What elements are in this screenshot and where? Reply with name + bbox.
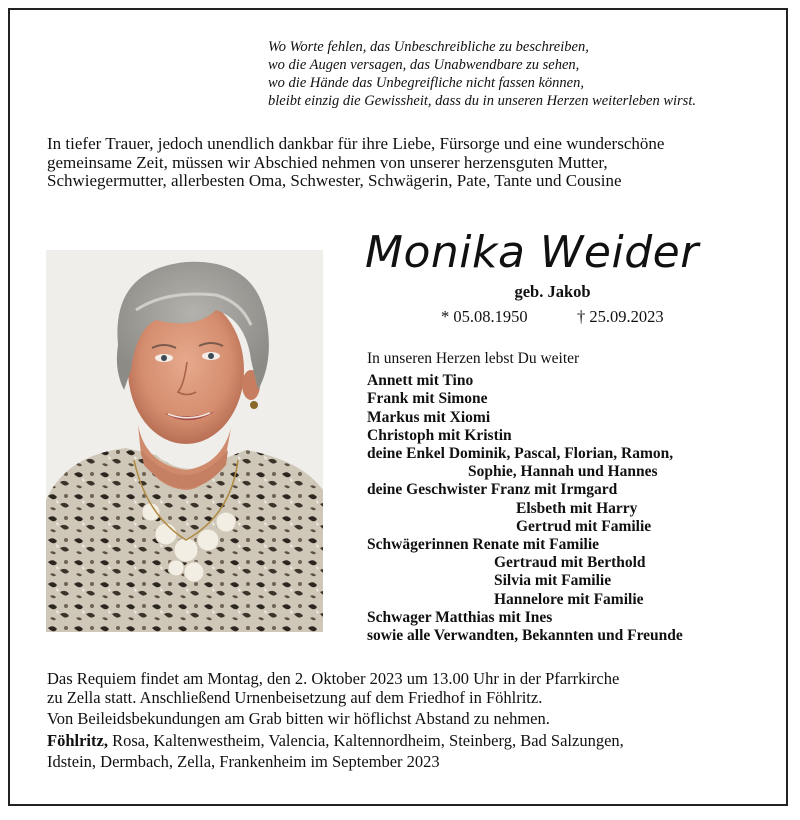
poem-line: Wo Worte fehlen, das Unbeschreibliche zu beschreiben, [268, 39, 589, 55]
family-member-row: Gertrud mit Familie [516, 517, 652, 535]
family-rows [367, 372, 762, 645]
requiem-line: Das Requiem findet am Montag, den 2. Oktober 2023 um 13.00 Uhr in der Pfarrkirche [47, 669, 620, 688]
intro-text [47, 135, 767, 191]
poem [268, 38, 768, 110]
condolence-note: Von Beileidsbekundungen am Grab bitten wir höflichst Abstand zu nehmen. [47, 709, 550, 728]
poem-line: bleibt einzig die Gewissheit, dass du in unseren Herzen weiterleben wirst. [268, 93, 696, 109]
family-member-row: Markus mit Xiomi [367, 408, 491, 426]
funeral-info [47, 670, 767, 772]
intro-line: gemeinsame Zeit, müssen wir Abschied nehmen von unserer herzensguten Mutter, [47, 152, 608, 172]
family-member-row: Hannelore mit Familie [494, 590, 644, 608]
family-member-row: Silvia mit Familie [494, 572, 612, 590]
family-member-row: Schwager Matthias mit Ines [367, 608, 553, 626]
portrait-photo [46, 250, 323, 632]
birth-date: * 05.08.1950 [441, 307, 528, 326]
portrait-illustration [46, 250, 323, 632]
family-member-row: Gertraud mit Berthold [494, 554, 646, 572]
family-member-row: Frank mit Simone [367, 390, 488, 408]
place-name: Föhlritz, [47, 730, 108, 750]
places-line [47, 732, 767, 751]
places-list: Rosa, Kaltenwestheim, Valencia, Kaltennordheim, Steinberg, Bad Salzungen, [107, 730, 624, 750]
family-member-row: Sophie, Hannah und Hannes [468, 463, 658, 481]
places-line: Idstein, Dermbach, Zella, Frankenheim im September 2023 [47, 752, 440, 771]
family-lead: In unseren Herzen lebst Du weiter [367, 350, 580, 367]
family-member-row: Annett mit Tino [367, 372, 474, 390]
family-member-row: deine Geschwister Franz mit Irmgard [367, 481, 618, 499]
family-list [367, 350, 762, 645]
family-member-row: Schwägerinnen Renate mit Familie [367, 536, 600, 554]
maiden-name: geb. Jakob [514, 282, 591, 301]
family-member-row: deine Enkel Dominik, Pascal, Florian, Ramon, [367, 445, 674, 463]
poem-line: wo die Hände das Unbegreifliche nicht fassen können, [268, 75, 584, 91]
requiem-line: zu Zella statt. Anschließend Urnenbeisetzung auf dem Friedhof in Föhlritz. [47, 687, 543, 707]
intro-line: Schwiegermutter, allerbesten Oma, Schwester, Schwägerin, Pate, Tante und Cousine [47, 171, 622, 190]
family-member-row: Christoph mit Kristin [367, 426, 512, 444]
family-member-row: Elsbeth mit Harry [516, 499, 638, 517]
deceased-name: Monika Weider [365, 227, 699, 278]
intro-line: In tiefer Trauer, jedoch unendlich dankbar für ihre Liebe, Fürsorge und eine wunderschöne [47, 134, 665, 153]
death-date: † 25.09.2023 [577, 307, 664, 326]
poem-line: wo die Augen versagen, das Unabwendbare zu sehen, [268, 57, 580, 73]
family-member-row: sowie alle Verwandten, Bekannten und Freunde [367, 627, 683, 645]
